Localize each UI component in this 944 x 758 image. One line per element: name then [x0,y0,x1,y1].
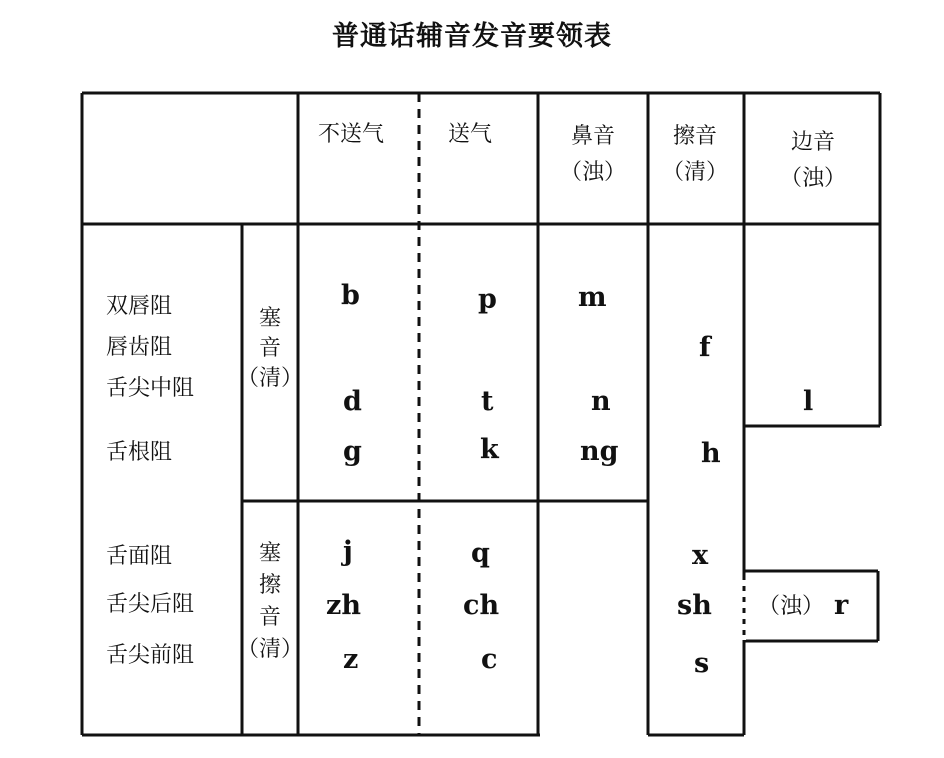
consonant-f: f [699,332,711,363]
consonant-c: c [481,644,498,675]
consonant-r-voiced-note: （浊） [758,594,825,619]
consonant-sh: sh [677,590,712,621]
consonant-b: b [341,280,360,311]
consonant-ch: ch [463,590,500,621]
consonant-zh: zh [326,590,361,621]
consonant-l: l [803,386,814,417]
place-dental: 舌尖前阻 [106,643,195,668]
consonant-r: r [834,590,849,621]
place-velar: 舌根阻 [106,440,173,465]
consonant-x: x [692,540,709,571]
consonant-j: j [343,536,353,567]
consonant-ng: ng [580,436,619,467]
consonant-n: n [591,386,611,417]
consonant-t: t [481,386,494,417]
manner-stop-char-2: 音 [258,336,281,361]
manner-affricate-char-2: 擦 [258,573,281,598]
page-title: 普通话辅音发音要领表 [332,21,612,52]
manner-affricate [236,538,303,666]
consonant-g: g [343,436,362,467]
consonant-d: d [343,386,362,417]
place-retroflex: 舌尖后阻 [106,592,195,617]
header-aspirated: 送气 [448,122,493,147]
place-palatal: 舌面阻 [106,544,173,569]
place-alveolar: 舌尖中阻 [106,376,195,401]
manner-affricate-char-3: 音 [258,605,281,630]
header-unaspirated: 不送气 [318,122,385,147]
header-fricative-voiceless: （清） [661,160,728,185]
header-fricative: 擦音 [672,124,717,149]
header-lateral: 边音 [790,130,835,155]
manner-stop [236,304,303,394]
place-labiodental: 唇齿阻 [106,335,173,360]
manner-stop-voiceless: （清） [236,366,303,391]
consonant-p: p [478,284,497,315]
manner-affricate-char-1: 塞 [258,541,281,566]
consonant-q: q [471,538,490,569]
manner-stop-char-1: 塞 [258,306,281,331]
consonant-m: m [578,282,607,313]
consonant-s: s [694,648,710,679]
consonant-k: k [480,434,499,465]
place-bilabial: 双唇阻 [106,294,173,319]
header-nasal: 鼻音 [570,124,615,149]
consonant-h: h [701,438,721,469]
header-lateral-voiced: （浊） [779,166,846,191]
consonant-z: z [343,644,359,675]
manner-affricate-voiceless: （清） [236,637,303,662]
header-nasal-voiced: （浊） [559,160,626,185]
